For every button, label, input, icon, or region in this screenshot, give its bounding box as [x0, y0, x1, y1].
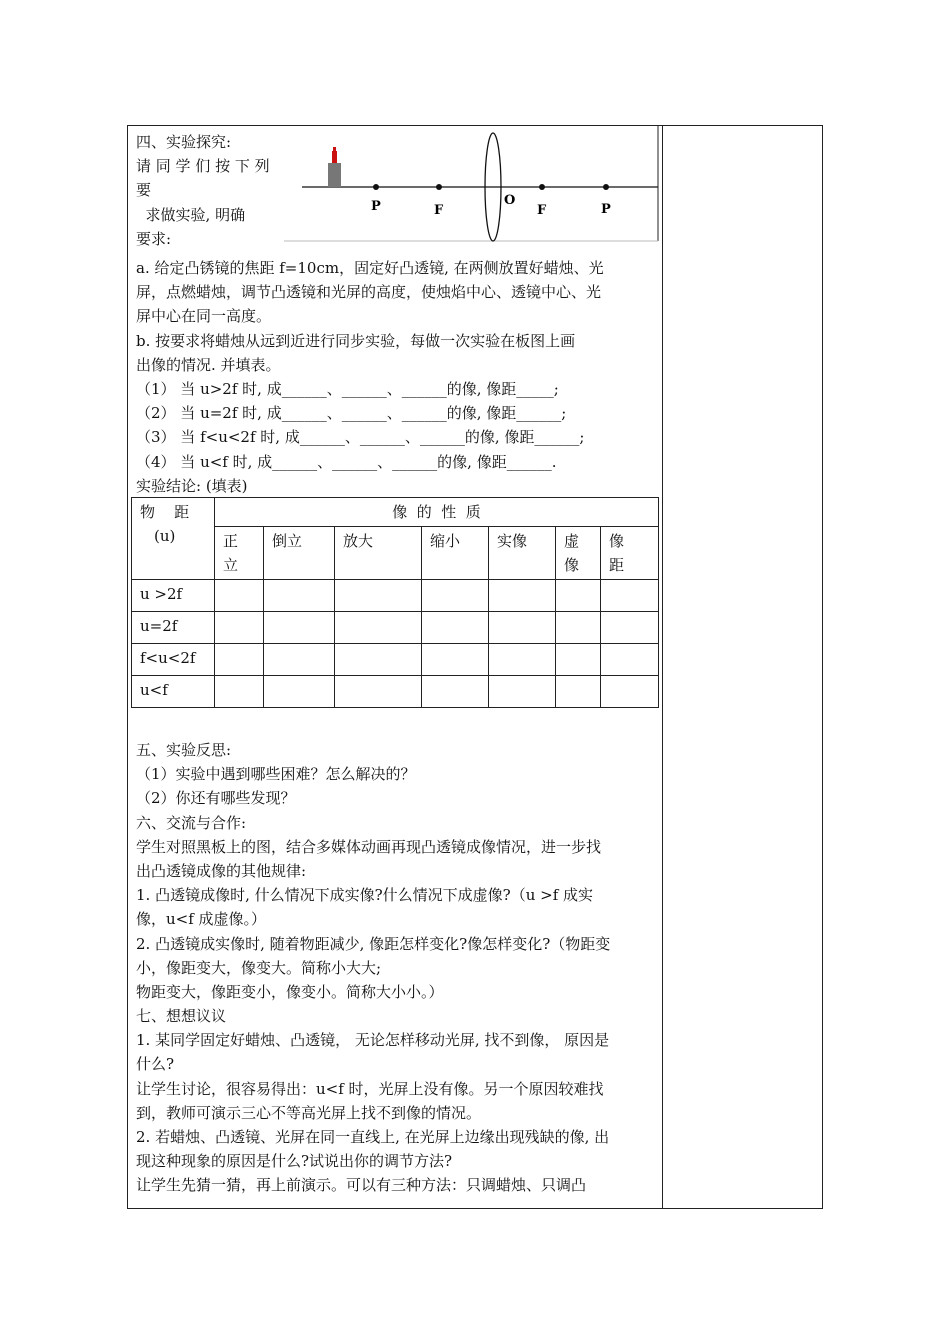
intro-line: 请 同 学 们 按 下 列: [136, 157, 270, 176]
case-line: （2） 当 u=2f 时, 成______、______、______的像, 像距______;: [136, 404, 567, 423]
section6-line: 像，u<f 成虚像。）: [136, 910, 267, 929]
step-b-line: b. 按要求将蜡烛从远到近进行同步实验，每做一次实验在板图上画: [136, 331, 576, 350]
section6-line: 出凸透镜成像的其他规律:: [136, 861, 307, 880]
col-reduced: 缩小: [422, 527, 489, 580]
col-magnified: 放大: [335, 527, 422, 580]
label-p-right: P: [601, 202, 611, 217]
step-b-line: 出像的情况. 并填表。: [136, 355, 281, 374]
intro-line: 要: [136, 181, 152, 200]
section5-item: （1）实验中遇到哪些困难？怎么解决的？: [136, 765, 416, 784]
row-label: u=2f: [132, 612, 215, 644]
properties-group-header: 像 的 性 质: [215, 498, 659, 527]
label-f-right: F: [537, 203, 547, 218]
section6-line: 2. 凸透镜成实像时, 随着物距减少, 像距怎样变化?像怎样变化?（物距变: [136, 934, 611, 953]
flame-icon: [332, 151, 337, 163]
col-inverted: 倒立: [264, 527, 335, 580]
section7-line: 让学生先猜一猜，再上前演示。可以有三种方法：只调蜡烛、只调凸: [136, 1176, 587, 1195]
section7-line: 让学生讨论，很容易得出：u<f 时，光屏上没有像。另一个原因较难找: [136, 1079, 604, 1098]
col-upright: 正 立: [215, 527, 264, 580]
side-cell-frame: [662, 125, 823, 1209]
section7-line: 什么?: [136, 1055, 175, 1074]
step-a-line: 屏，点燃蜡烛，调节凸透镜和光屏的高度，使烛焰中心、透镜中心、光: [136, 283, 602, 302]
row-label: u >2f: [132, 580, 215, 612]
section6-line: 物距变大，像距变小，像变小。简称大小小。）: [136, 982, 444, 1001]
conclusion-label: 实验结论: (填表): [136, 476, 248, 495]
col-real: 实像: [489, 527, 556, 580]
section7-title: 七、想想议议: [136, 1007, 227, 1026]
point-p-left: [373, 184, 379, 190]
case-line: （3） 当 f<u<2f 时, 成______、______、______的像, 像距______;: [136, 428, 585, 447]
section7-line: 到，教师可演示三心不等高光屏上找不到像的情况。: [136, 1103, 482, 1122]
intro-line: 要求:: [136, 229, 172, 248]
table-row: [132, 612, 659, 644]
section6-line: 学生对照黑板上的图，结合多媒体动画再现凸透镜成像情况，进一步找: [136, 837, 602, 856]
point-p-right: [603, 184, 609, 190]
intro-line: 求做实验, 明确: [136, 205, 246, 224]
row-label: u<f: [132, 676, 215, 708]
section6-line: 1. 凸透镜成像时, 什么情况下成实像?什么情况下成虚像?（u >f 成实: [136, 886, 594, 905]
col-image-distance: 像 距: [601, 527, 659, 580]
reflection-sections: [136, 738, 658, 1198]
section4-title: 四、实验探究:: [136, 133, 232, 151]
section6-title: 六、交流与合作:: [136, 813, 247, 832]
label-f-left: F: [434, 203, 444, 218]
candle-icon: [328, 163, 341, 187]
step-a-line: a. 给定凸锈镜的焦距 f=10cm，固定好凸透镜, 在两侧放置好蜡烛、光: [136, 259, 604, 277]
table-row: [132, 676, 659, 708]
case-line: （4） 当 u<f 时, 成______、______、______的像, 像距______.: [136, 452, 557, 471]
section7-line: 2. 若蜡烛、凸透镜、光屏在同一直线上, 在光屏上边缘出现残缺的像, 出: [136, 1128, 610, 1146]
label-p-left: P: [371, 199, 381, 214]
experiment-steps: [136, 256, 658, 498]
case-line: （1） 当 u>2f 时, 成______、______、______的像, 像距_____;: [136, 379, 559, 398]
table-row: [132, 644, 659, 676]
section5-item: （2）你还有哪些发现？: [136, 789, 296, 808]
point-f-right: [539, 184, 545, 190]
section6-line: 小，像距变大，像变大。简称小大大;: [136, 958, 382, 977]
table-row: [132, 580, 659, 612]
label-o: O: [504, 193, 516, 208]
section5-title: 五、实验反思:: [136, 741, 232, 759]
step-a-line: 屏中心在同一高度。: [136, 307, 272, 326]
image-properties-table: [131, 497, 659, 708]
row-label: f<u<2f: [132, 644, 215, 676]
section7-line: 1. 某同学固定好蜡烛、凸透镜， 无论怎样移动光屏, 找不到像， 原因是: [136, 1031, 610, 1050]
section4-header: [136, 130, 276, 251]
section7-line: 现这种现象的原因是什么?试说出你的调节方法?: [136, 1152, 453, 1171]
point-f-left: [436, 184, 442, 190]
col-virtual: 虚 像: [556, 527, 601, 580]
lens-diagram: [284, 125, 660, 243]
distance-header-cell: 物 距 (u): [132, 498, 215, 580]
